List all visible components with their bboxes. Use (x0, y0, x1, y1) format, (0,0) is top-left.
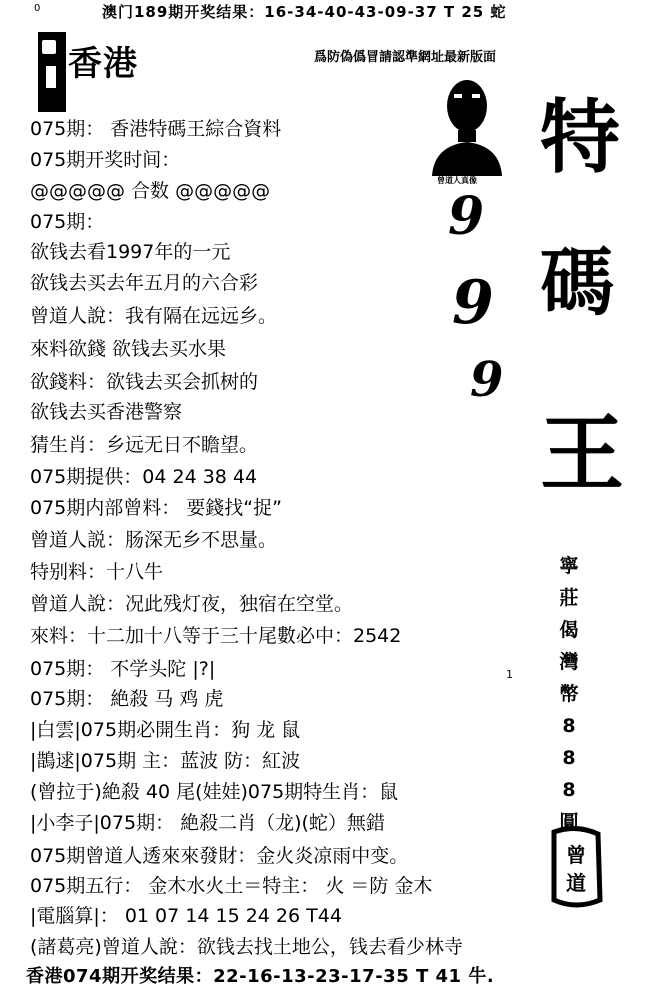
stray-digit: 1 (506, 668, 513, 681)
line-4: 075期： (30, 211, 105, 233)
slogan-text: 爲防偽僞冒請認準網址最新版面 (314, 50, 497, 65)
title-char-1: 特 (540, 91, 620, 184)
line-8: 來料欲錢 欲钱去买水果 (30, 338, 227, 360)
subtitle-char-1: 寧 (559, 555, 579, 577)
line-9: 欲錢料：欲钱去买会抓树的 (30, 371, 259, 393)
line-19: 075期： 絶殺 马 鸡 虎 (30, 688, 224, 710)
seal-char-1: 曾 (566, 843, 586, 867)
line-21: |鵲逑|075期 主：蓝波 防：紅波 (30, 750, 301, 772)
line-16: 曾道人說：况此残灯夜，独宿在空堂。 (30, 593, 354, 615)
line-24: 075期曾道人透來來發財：金火炎凉雨中变。 (30, 845, 409, 867)
line-11: 猜生肖：乡远无日不瞻望。 (30, 434, 259, 456)
line-6: 欲钱去买去年五月的六合彩 (30, 272, 259, 294)
subtitle-char-3: 偈 (559, 619, 579, 641)
hongkong-result-text: 香港074期开奖结果：22-16-13-23-17-35 T 41 牛. (26, 966, 495, 987)
line-12: 075期提供：04 24 38 44 (30, 466, 258, 488)
subtitle-char-4: 灣 (559, 651, 579, 673)
line-3: @@@@@ 合数 @@@@@ (30, 180, 271, 202)
line-26: |電腦算|： 01 07 14 15 24 26 T44 (30, 905, 342, 927)
line-27: (諸葛亮)曾道人說：欲钱去找土地公，钱去看少林寺 (30, 936, 463, 958)
seal-char-2: 道 (566, 871, 586, 895)
line-22: (曾拉于)絶殺 40 尾(娃娃)075期特生肖：鼠 (30, 781, 399, 803)
nine-digit-2: 9 (452, 268, 494, 338)
nine-digit-3: 9 (470, 352, 504, 408)
subtitle-char-7: 8 (562, 747, 576, 769)
line-2: 075期开奖时间： (30, 149, 181, 171)
line-15: 特别料：十八牛 (30, 561, 164, 583)
line-1: 075期： 香港特碼王綜合資料 (30, 118, 282, 140)
line-23: |小李子|075期： 絶殺二肖（龙)(蛇）無錯 (30, 812, 385, 834)
nine-digit-1: 9 (448, 186, 485, 247)
title-char-2: 碼 (540, 240, 614, 326)
seal-stamp (548, 826, 604, 908)
subtitle-char-2: 莊 (559, 587, 579, 609)
top-result-banner (0, 0, 667, 22)
line-5: 欲钱去看1997年的一元 (30, 241, 231, 263)
subtitle-char-6: 8 (562, 715, 576, 737)
line-14: 曾道人説：肠深无乡不思量。 (30, 529, 278, 551)
line-13: 075期内部曾料： 要錢找“捉” (30, 497, 282, 519)
corner-mark: 0 (34, 3, 42, 14)
subtitle-char-5: 幣 (559, 683, 579, 705)
subtitle-char-9: 圓 (559, 811, 579, 833)
line-18: 075期： 不学头陀 |?| (30, 658, 216, 680)
line-7: 曾道人說：我有隔在远远乡。 (30, 305, 278, 327)
subtitle-char-8: 8 (562, 779, 576, 801)
brand-title: 香港 (68, 44, 138, 84)
portrait-caption: 曾道人真像 (437, 176, 477, 185)
bottom-result-banner (0, 962, 667, 986)
line-17: 來料：十二加十八等于三十尾數必中：2542 (30, 625, 402, 647)
vertical-subtitle (556, 550, 582, 838)
logo-mark (38, 32, 66, 112)
title-char-3: 王 (540, 405, 625, 503)
macau-result-text: 澳门189期开奖结果：16-34-40-43-09-37 T 25 蛇 (102, 3, 507, 21)
line-20: |白雲|075期必開生肖：狗 龙 鼠 (30, 719, 301, 741)
portrait-image (430, 76, 504, 176)
line-25: 075期五行： 金木水火土＝特主： 火 ＝防 金木 (30, 875, 433, 897)
line-10: 欲钱去买香港警察 (30, 401, 183, 423)
